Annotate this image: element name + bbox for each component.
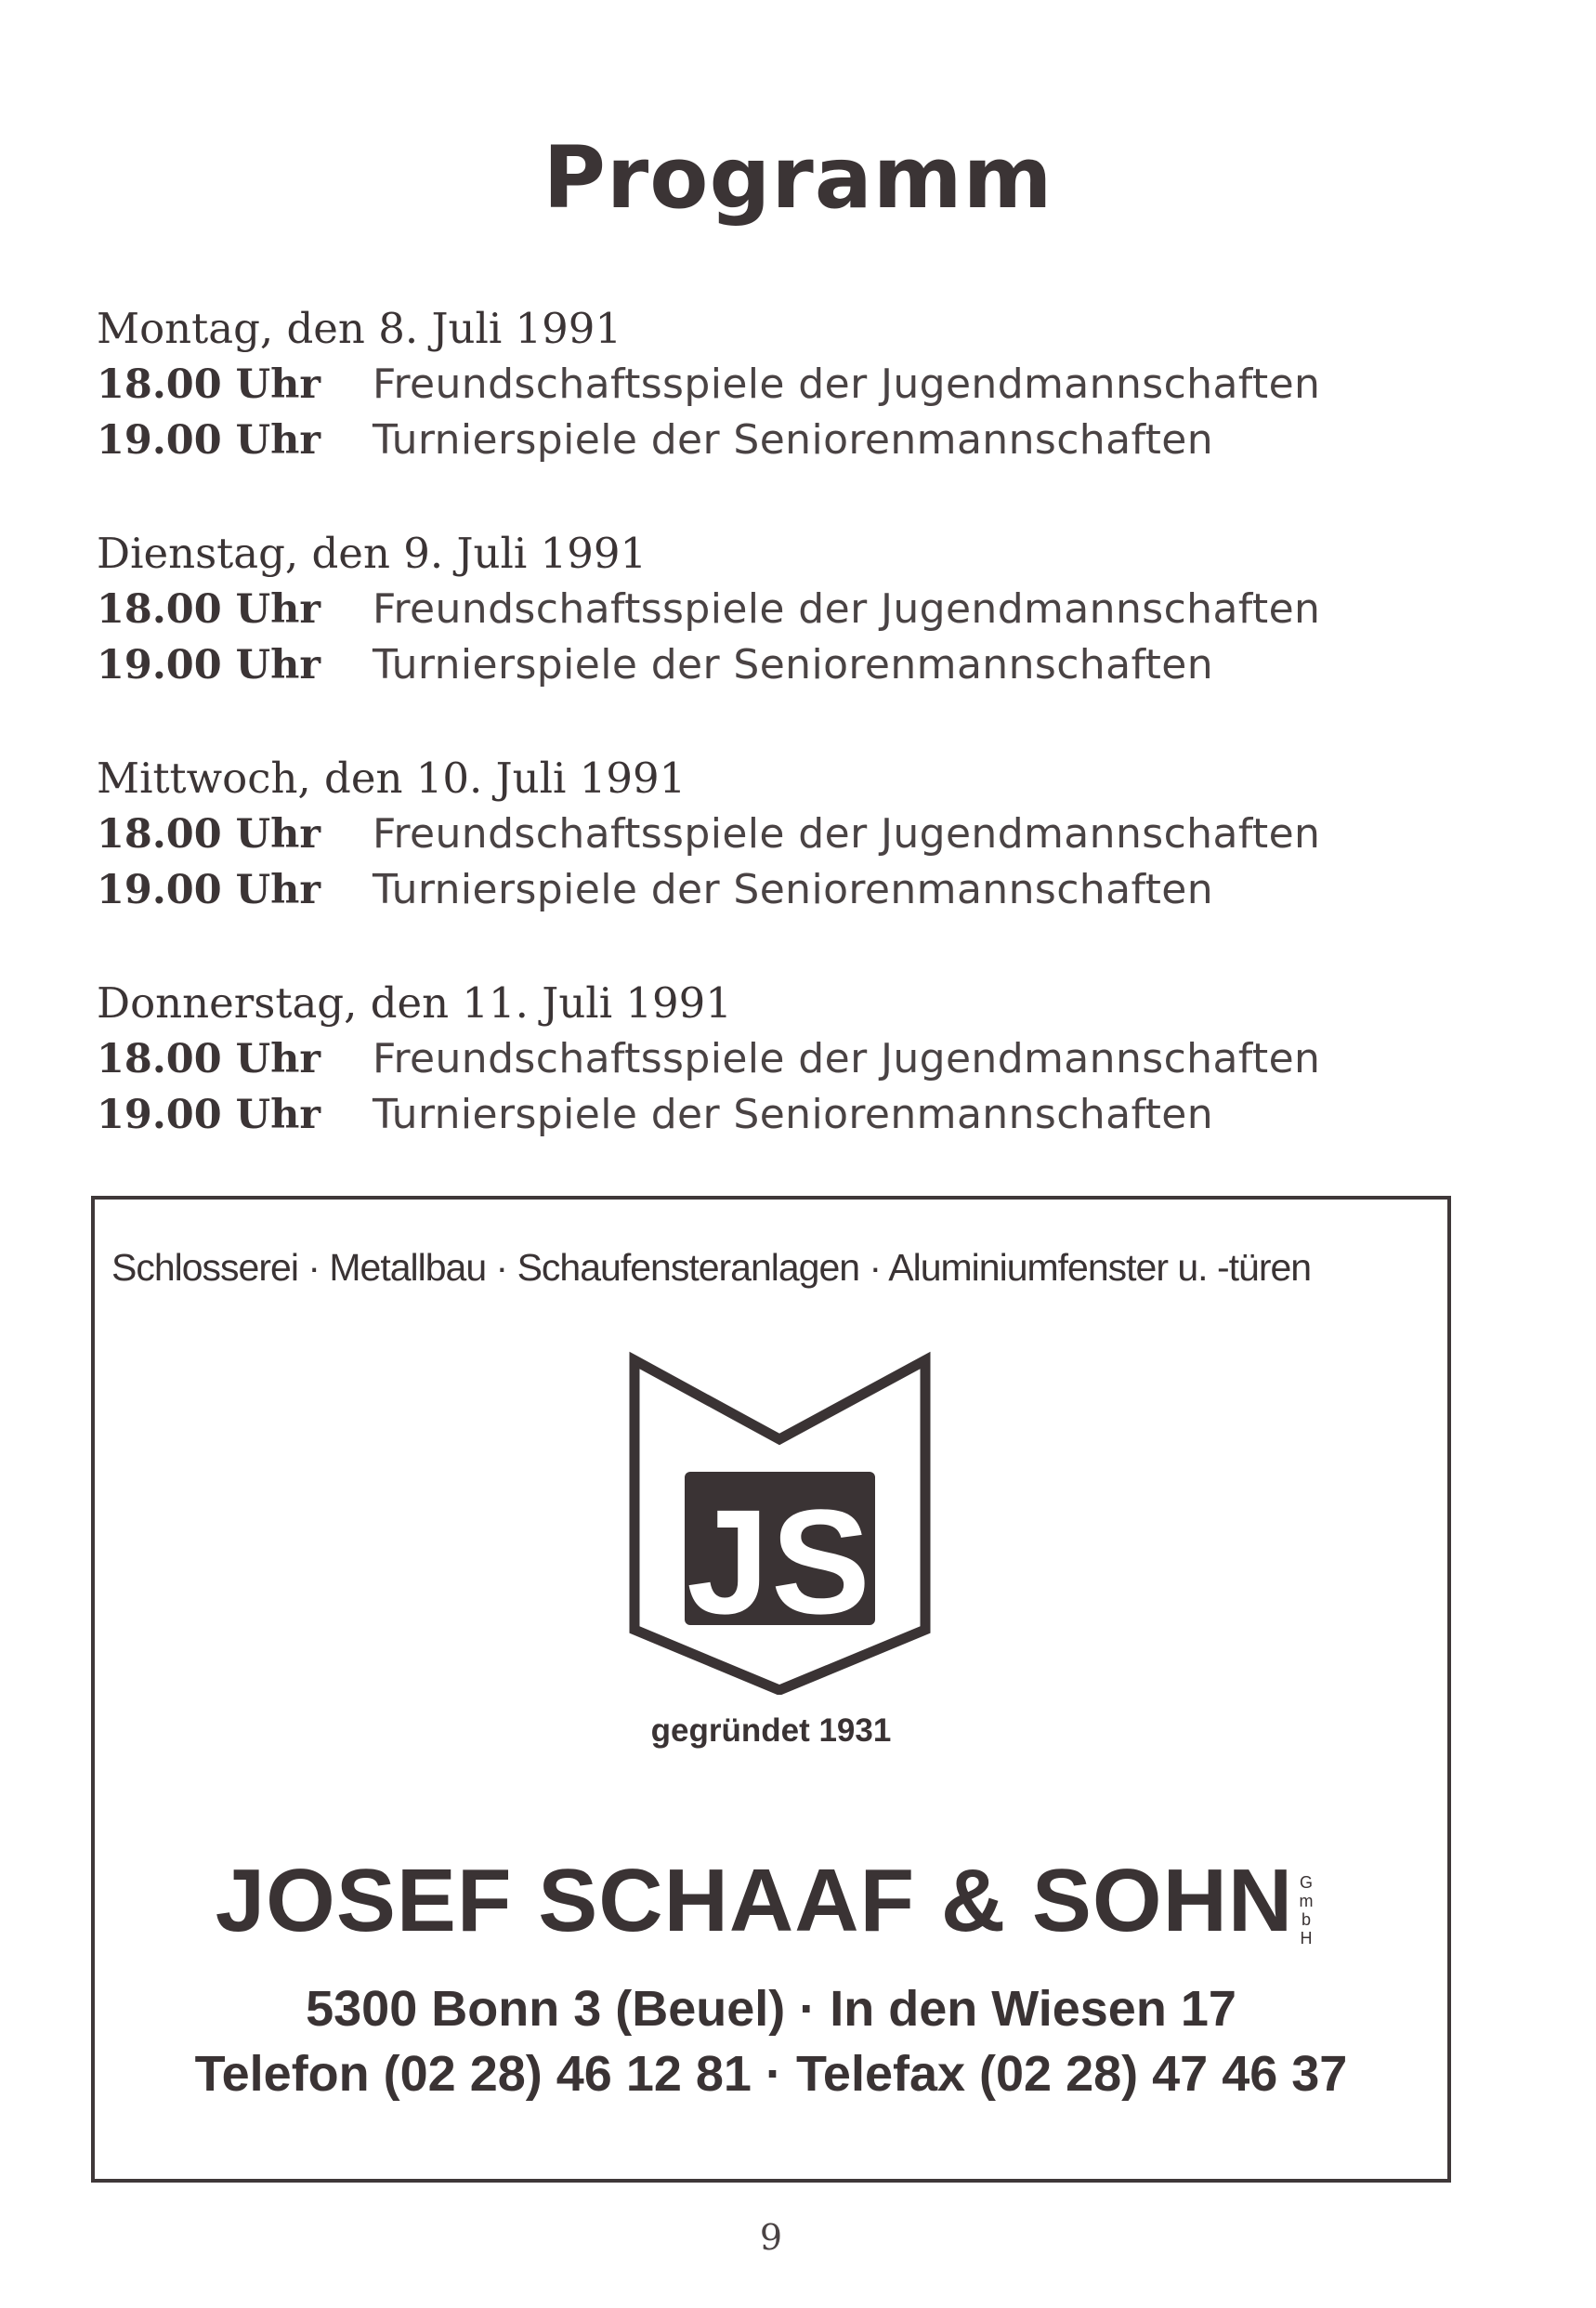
day-heading: Donnerstag, den 11. Juli 1991: [97, 978, 732, 1028]
company-name: JOSEF SCHAAF & SOHN: [215, 1851, 1294, 1950]
schedule-row: [97, 357, 1323, 413]
schedule-row: [97, 1087, 1323, 1143]
event-time: 18.00 Uhr: [97, 586, 321, 633]
event-description: Turnierspiele der Seniorenmannschaften: [373, 416, 1213, 464]
event-description: Freundschaftsspiele der Jugendmannschaften: [373, 585, 1321, 633]
schedule-day: [97, 976, 1323, 1143]
schedule-row: [97, 1031, 1323, 1087]
ad-trades-line: Schlosserei · Metallbau · Schaufensteranlagen · Aluminiumfenster u. -türen: [111, 1246, 1312, 1289]
schedule-day: [97, 751, 1323, 918]
advertisement-box: [91, 1196, 1451, 2183]
day-heading: Mittwoch, den 10. Juli 1991: [97, 754, 687, 803]
schedule-row: [97, 582, 1323, 637]
event-description: Freundschaftsspiele der Jugendmannschaften: [373, 1035, 1321, 1082]
event-time: 19.00 Uhr: [97, 1092, 321, 1138]
legal-form-letter: m: [1299, 1892, 1314, 1910]
event-description: Turnierspiele der Seniorenmannschaften: [373, 866, 1213, 913]
js-shield-logo: [629, 1351, 931, 1695]
company-phone: Telefon (02 28) 46 12 81 · Telefax (02 28) 47 46 37: [194, 2046, 1348, 2102]
event-time: 19.00 Uhr: [97, 867, 321, 913]
company-address: 5300 Bonn 3 (Beuel) · In den Wiesen 17: [306, 1981, 1236, 2037]
page-title: Programm: [543, 128, 1053, 228]
legal-form-letter: b: [1301, 1910, 1311, 1929]
schedule-row: [97, 862, 1323, 918]
schedule-day: [97, 526, 1323, 693]
event-time: 18.00 Uhr: [97, 811, 321, 858]
founded-text: gegründet 1931: [650, 1712, 892, 1749]
legal-form-gmbh: [1295, 1873, 1317, 1947]
logo-letters: JS: [687, 1478, 872, 1645]
event-time: 19.00 Uhr: [97, 642, 321, 688]
day-heading: Montag, den 8. Juli 1991: [97, 304, 622, 353]
page-number: 9: [759, 2217, 783, 2258]
event-description: Freundschaftsspiele der Jugendmannschaften: [373, 810, 1321, 858]
schedule-row: [97, 806, 1323, 862]
schedule-row: [97, 637, 1323, 693]
day-heading: Dienstag, den 9. Juli 1991: [97, 529, 648, 578]
schedule-row: [97, 413, 1323, 468]
event-time: 18.00 Uhr: [97, 1036, 321, 1082]
legal-form-letter: G: [1299, 1873, 1313, 1892]
event-description: Turnierspiele der Seniorenmannschaften: [373, 1091, 1213, 1138]
legal-form-letter: H: [1300, 1929, 1313, 1947]
event-time: 19.00 Uhr: [97, 417, 321, 464]
event-description: Freundschaftsspiele der Jugendmannschaften: [373, 361, 1321, 408]
schedule-day: [97, 301, 1323, 468]
event-description: Turnierspiele der Seniorenmannschaften: [373, 641, 1213, 688]
event-time: 18.00 Uhr: [97, 361, 321, 408]
